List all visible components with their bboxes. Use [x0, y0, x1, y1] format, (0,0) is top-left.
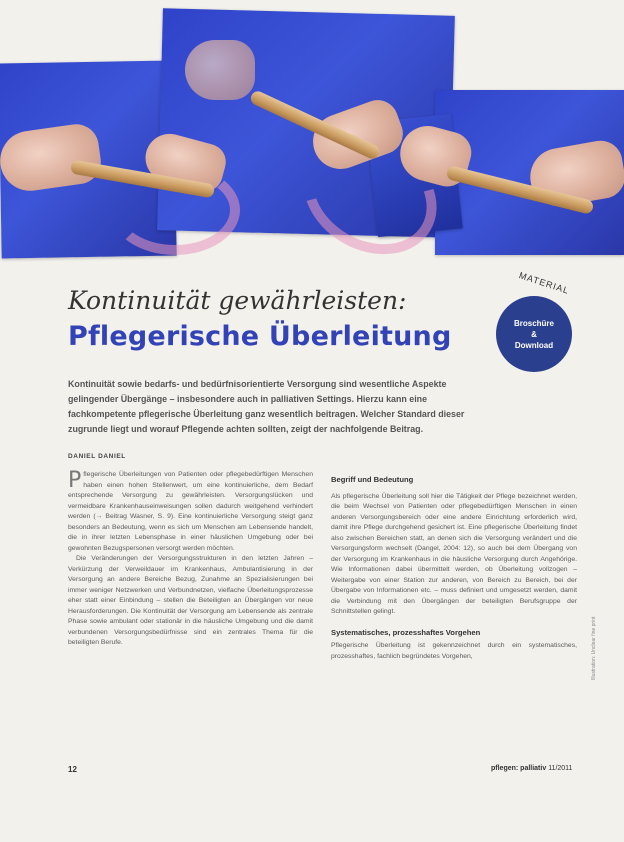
- journal-footer: [491, 765, 572, 772]
- journal-issue: 11/2011: [548, 765, 573, 772]
- body-column-right: [331, 470, 577, 662]
- article-intro: Kontinuität sowie bedarfs- und bedürfnisorientierte Versorgung sind wesentliche Aspekte gelingender Übergänge – insbesondere auch in palliativen Settings. Hierzu kann eine fachkompetente pflegerische Überleitung ganz wesentlich beitragen. Welcher Standard dieser zugrunde liegt und worauf Pflegende achten sollten, zeigt der nachfolgende Beitrag.: [68, 379, 465, 434]
- badge-line2: &: [531, 329, 537, 339]
- paragraph: [68, 470, 313, 554]
- article-title-line2: Pflegerische Überleitung: [68, 321, 452, 352]
- hero-image: [0, 0, 624, 262]
- body-column-left: [68, 470, 313, 649]
- hand-image: [185, 40, 255, 100]
- section-heading: Systematisches, prozesshaftes Vorgehen: [331, 627, 481, 637]
- paragraph-text: flegerische Überleitungen von Patienten oder pflegebedürftigen Menschen haben einen hohen Stellenwert, um eine kontinuierliche, dem Bedarf entsprechende Versorgung zu gewährleisten. Versorgungslücken und vermeidbare Krankenhauseinweisungen sollen dadurch weitgehend verhindert werden (→ Beitrag Wasner, S. 9). Eine kontinuierliche Versorgung steigt ganz besonders an Bedeutung, wenn es sich um Menschen am Lebensende handelt, die in ihrer letzten Lebensphase in einer häuslichen Umgebung oder bei gewohnten Bezugspersonen versorgt werden möchten.: [68, 471, 313, 552]
- brochure-download-badge[interactable]: [496, 296, 572, 372]
- author-name: DANIEL DANIEL: [68, 453, 126, 460]
- dropcap: P: [68, 468, 82, 493]
- material-label: MATERIAL: [517, 270, 571, 296]
- badge-line3: Download: [514, 340, 554, 350]
- paragraph: Als pflegerische Überleitung soll hier die Tätigkeit der Pflege bezeichnet werden, die beim Wechsel von Patienten oder pflegebedürftigen Menschen in einen anderen Versorgungsbereich oder eine andere Einrichtung erforderlich wird, damit ihre Pflege durchgehend gesichert ist. Eine pflegerische Überleitung findet also zwischen Bereichen statt, an denen sich die Versorgung verändert und die Versorgungsform wechselt (Dangel, 2004: 12), so auch bei dem Übergang von der Versorgung im Krankenhaus in die häusliche Versorgung durch Angehörige. Wie Informationen dabei übermittelt werden, ob Überleitung vollzogen – Weitergabe von einer Station zur anderen, von Bereich zu Bereich, bei der Übergabe von Informationen etc. – muss definiert und umgesetzt werden, damit die Verbindung mit den Übergängen der beteiligten Berufsgruppe der Schnittstellen gelingt.: [331, 492, 577, 615]
- paragraph: Die Veränderungen der Versorgungsstrukturen in den letzten Jahren – Verkürzung der Verweildauer im Krankenhaus, Ambulantisierung in der Versorgung an andere Bereiche Bezug, Zunahme an Spezialisierungen bei immer weniger Netzwerken und Verbundnetzen, vielfache Überleitungsprozesse eher statt einer Einbindung – stellen die Beteiligten an Übergängen vor neue Herausforderungen. Die Kontinuität der Versorgung am Lebensende als zentrale Phase sowie ambulant oder stationär in die häusliche Umgebung und die damit verbundenen Versorgungsbedürfnisse sind ein zentrales Thema für die beteiligten Berufe.: [68, 555, 313, 646]
- badge-line1: Broschüre: [513, 318, 554, 328]
- paragraph: Pflegerische Überleitung ist gekennzeichnet durch ein systematisches, prozesshaftes, fachlich begründetes Vorgehen,: [331, 642, 577, 660]
- article-title-line1: Kontinuität gewährleisten:: [68, 286, 407, 315]
- section-heading: Begriff und Bedeutung: [331, 475, 414, 484]
- page-number: 12: [68, 765, 77, 774]
- journal-name: pflegen: palliativ: [491, 765, 547, 772]
- image-credit: Illustration: Unclear fine print: [591, 616, 597, 680]
